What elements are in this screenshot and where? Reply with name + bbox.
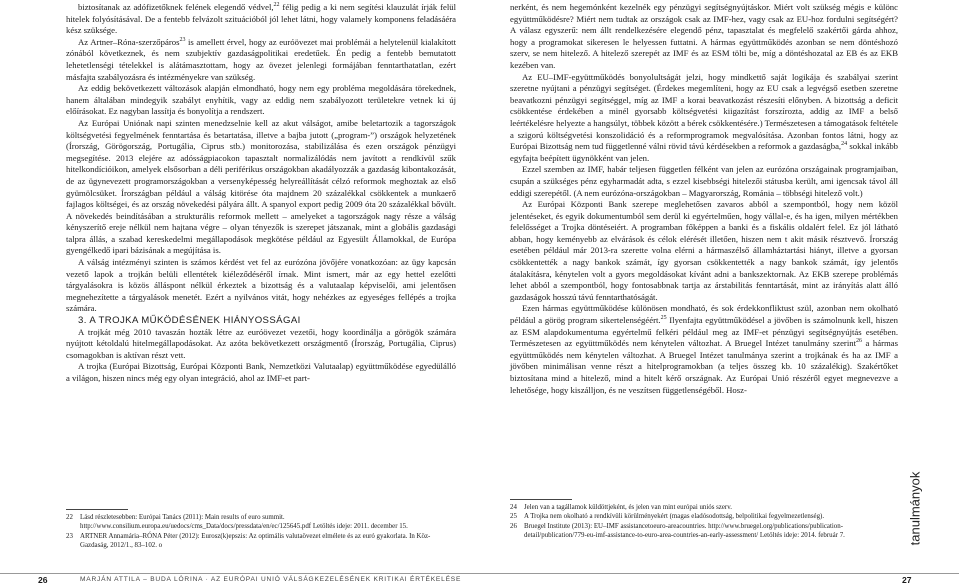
- paragraph-text: sokkal inkább egyfajta beépített ügynökként van jelen.: [510, 141, 899, 163]
- paragraph: [66, 361, 456, 384]
- paragraph: [66, 2, 456, 37]
- paragraph: [510, 303, 898, 396]
- paragraph: [66, 37, 456, 83]
- footnote-number: 22: [66, 514, 73, 521]
- paragraph-text: Ezen hármas együttműködése különösen mondható, és sok érdekkonfliktust szül, azonban nem okolható például a görög program sikertelenségéért.: [510, 303, 898, 326]
- paragraph-text: Az EU–IMF-együttműködés bonyolultságát jelzi, hogy mindkettő saját logikája és szabályai szerint szeretne nyújtani a pénzügyi segítséget. (Érdekes megemlíteni, hogy az EU csak a legvégső esetben szeretne beavatkozni pénzügyi segítséggel, míg az IMF a korai beavatkozást részesíti előnyben. A bizottság a deficit csökkentése érdekében a minél gyorsabb költségvetési kiigazítást forszírozta, addig az IMF a belső leértékelésre helyezte a hangsúlyt, többek között a bérek csökkentésére.) Természetesen a támogatások feltétele a szigorú költségvetési konszolidáció és a reformprogramok megvalósítása. Azonban fontos látni, hogy az Európai Bizottság nem tud függetlenné válni rövid távú kérdésekben a reformok a gazdaságba,: [510, 71, 898, 152]
- paragraph-text: félig pedig a ki nem segítési klauzulát írják felül hitelek folyósításával. De a fentebb felvázolt szituációból jól lehet látni, hogy valamely komponens feladásáéra kész szüksége.: [66, 2, 456, 36]
- running-footer-title: MARJÁN ATTILA – BUDA LÓRINA · AZ EURÓPAI UNIÓ VÁLSÁGKEZELÉSÉNEK KRITIKAI ÉRTÉKELÉSE: [80, 576, 462, 583]
- paragraph-text: is amellett érvel, hogy az euróövezet mai problémái a helytelenül kialakított zónából következnek, és nem szubjektív gazdaságpolitikai eredetűek. Én pedig a fentebb bemutatott lehetetlenségi tételekkel is alátámasztottam, hogy az övezet jelenlegi formájában fenntarthatatlan, ezért másfajta szabályozásra és intézményekre van szükség.: [66, 36, 456, 82]
- paragraph: [66, 118, 456, 257]
- footnote-rule-left: [66, 509, 128, 510]
- paragraph-text: Ezzel szemben az IMF, habár teljesen független félként van jelen az eurózóna országainak programjaiban, csupán a szükséges pénz egyharmadát adta, s ezzel kisebbségi hitelezői státusba került, ami igencsak távol áll eddigi szerepétől. (A nem eurózóna-országokban – Magyarország, Románia – többségi hitelező volt.): [510, 164, 898, 198]
- page-number-right: 27: [902, 575, 912, 585]
- footnote-ref: 26: [856, 338, 862, 345]
- footnotes-right: [510, 503, 898, 541]
- left-column: [66, 2, 456, 385]
- paragraph: [510, 164, 898, 199]
- paragraph: [66, 327, 456, 362]
- footnote-ref: 23: [179, 36, 186, 43]
- footnote-text: A Trojka nem okolható a rendkívüli körülményekért (magas eladósodottság, belpolitikai fegyelmezetlenség).: [524, 513, 825, 521]
- right-column: [510, 2, 898, 396]
- footnote-text: Lásd részletesebben: Európai Tanács (2011): Main results of euro summit. http://www.consilium.europa.eu/uedocs/cms_Data/docs/pressdata/en/ec/125645.pdf Letöltés ideje: 2011. december 15.: [80, 514, 408, 531]
- paragraph-text: A trojka (Európai Bizottság, Európai Központi Bank, Nemzetközi Valutaalap) együttműködése egyedülálló a világon, hiszen nincs még egy olyan integráció, ahol az IMF-et part-: [66, 361, 456, 383]
- section-heading: 3. A TROJKA MŰKÖDÉSÉNEK HIÁNYOSSÁGAI: [78, 315, 301, 327]
- footnote: [66, 532, 456, 551]
- paragraph-text: Ilyenfajta együttműködésel a jövőben is számolnunk kell, hiszen az ESM alapdokumentuma egyértelmű felkéri például meg az IMF-et pénzügyi segítségnyújtás esetében. Természetesen az együttműködés nem kénytelen változhat. A Bruegel Intézet tanulmány szerint: [510, 315, 898, 349]
- side-tab-label: tanulmányok: [907, 471, 922, 545]
- paragraph-text: A trojkát még 2010 tavaszán hozták létre az euróövezet vezetői, hogy koordinálja a görögök számára nyújtott kétoldalú hitelmegállapodásokat. Az azóta bekövetkezett országmentő (Írország, Portugália, Ciprus) csomagokban is aktívan részt vett.: [66, 326, 456, 360]
- paragraph-text: Az Európai Uniónak napi szinten menedzselnie kell az akut válságot, amibe beletartozik a tagországok költségvetési fegyelmének fenntartása és betartatása, illetve a bajba jutott („program-”) országok helyzetének (Írország, Görögország, Portugália, Ciprus stb.) monitorozása, stabilizálása és ezen országok pénzügyi megsegítése. 2013 elejére az adósságpiacokon tapasztalt normalizálódás nem javított a rendkívül szűk hitelkondícióikon, amelyek elsősorban a déli periférikus országokban akadályozzák a gazdaság kibontakozását, de az ügynevezett programországokban a versenyképesség helyreállítását célzó reformok meghoztak az első gyümölcsüket. Írországban például a válság kitörése óta majdnem 20 százalékkal csökkentek a munkaerő fajlagos költségei, és az ország növekedési pályára állt. A spanyol export pedig 2009 óta 20 százalékkal bővült. A növekedés beindításában a strukturális reformok mellett – amelyeket a tagországok nagy része a válság kényszerítő ereje nélkül nem hajtana végre – olyan tényezők is szerepet játszanak, mint a globális gazdasági talpra állás, a szabad kereskedelmi megállapodások megkötése például az Egyesült Államokkal, de Európa gyengélkedő ipari bázisának a megújítása is.: [66, 117, 456, 256]
- footnote-number: 26: [510, 522, 517, 530]
- paragraph: [510, 2, 898, 72]
- paragraph-text: A válság intézményi szinten is számos kérdést vet fel az eurózóna jövőjére vonatkozóan: az ügy kapcsán vezető lapok a trojkán belüli ellentétek kiéleződéséről írnak. Mint ismert, már az egy hettel ezelőtti tárgyalásokra is közös álláspont nélkül érkeztek a bizottság és a valutaalap képviselői, ami jelentősen megnehezítette a tárgyalások menetét. Ezért a nyilvános vitát, hogy nehézkes az egyeséges fellépés a trojka számára.: [66, 257, 456, 314]
- paragraph-text: a hármas együttműködés nem kénytelen változhat. A Bruegel Intézet tanulmánya szerint a trojkának és ha az IMF a jövőben minimálisan venne részt a hitelprogramokban (a teljes összeg kb. 10 százalékig). Szakértőket biztosítana mind a hitelező, mind a hitelt kérő országnak. Az Európai Unió részéről egyet megnevezve a lehetősége, hogy kiszálljon, és ne veszítsen függetlenségéből. Hosz-: [510, 338, 898, 395]
- paragraph: [66, 257, 456, 315]
- footnote-number: 23: [66, 532, 73, 540]
- footnote-ref: 22: [273, 2, 280, 9]
- paragraph-text: Az Artner–Róna-szerzőpáros: [78, 36, 180, 47]
- footnote-number: 24: [510, 504, 517, 511]
- footnote-ref: 24: [841, 141, 848, 148]
- footnote: [510, 512, 898, 521]
- paragraph-text: nerként, és nem hegemónként kezelnék egy pénzügyi segítségnyújtáskor. Miért volt szükség mégis e különc együttműködésre? Miért nem tudtak az országok csak az IMF-hez, vagy csak az EU-hoz fordulni segítségért? A válasz egyszerű: nem állt rendelkezésére elegendő pénz, tapasztalat és megfelelő szakértői gárda ahhoz, hogy a programokat sikeresen le helyessen futtatni. A hármas együttműködés azonban se nem döntéshozó szerv, se nem hitelező. A hitelező szerepét az IMF és az ESM tölti be, míg a döntéshozatal az EB és az EKB kezében van.: [510, 2, 898, 70]
- footnote-text: Bruegel Institute (2013): EU–IMF assistancetoeuro-areacountries. http://www.bruegel.org/publications/publication-detail/publication/779-eu-imf-assistance-to-euro-area-countries-an-early-assessment/ Letöltés ideje: 2014. február 7.: [524, 522, 845, 540]
- footnote-text: Jelen van a tagállamok küldöttjeként, és jelen van mint európai uniós szerv.: [524, 504, 732, 511]
- footnote: [510, 503, 898, 512]
- footnote-rule-right: [510, 499, 572, 500]
- footnote: [66, 513, 456, 532]
- footnote-number: 25: [510, 513, 517, 521]
- footnotes-left: [66, 513, 456, 551]
- footnote: [510, 522, 898, 541]
- paragraph: [510, 72, 898, 165]
- paragraph-text: Az Európai Központi Bank szerepe meglehetősen zavaros abból a szempontból, hogy nem közöl jelentéseket, és egyik dokumentumból sem derül ki egyértelműen, hogy vállal-e, és ha igen, milyen mértékben felelősséget a Trojka döntéseiért. A programban főképpen a banki és a fiskális oldalért felel. Ez jól látható abban, hogy keményebb az elvárások és célok elérését illetően, hiszen nem t akit másik résztvevő. Írország esetében például már 2013-ra szerette volna elérni a hármaszélső államháztartási hiányt, illetve a gyorsan csökkentették a nagy bankok számát, így gyorsan csökkentették a nagy bankok számát, így jelentős átalakításra, kénytelen volt a gyors megoldásokat kívánt adni a bankszektornak. Az EKB szerepe problémás lehet abból a szempontból, hogy fontosabbnak tartja az árstabilitás fenntartását, mint az irányítás alatt álló gazdaságok hosszú távú fenntarthatóságát.: [510, 199, 898, 302]
- paragraph: [66, 83, 456, 118]
- paragraph-text: Az eddig bekövetkezett változások alapján elmondható, hogy nem egy probléma megoldására törekednek, hanem általában mindegyik szabályt enyhítik, vagy az eddig nem szabályozott területekre vetnek ki új előírásokat. Ez nagyban lassítja és bonyolítja a rendszert.: [66, 83, 456, 117]
- paragraph-text: biztosítanak az adófizetőknek felének elegendő védvel,: [78, 2, 274, 12]
- paragraph: [510, 199, 898, 303]
- footer-rule: [0, 573, 959, 574]
- footnote-text: ARTNER Annamária–RÓNA Péter (2012): Eurosz(k)epszis: Az optimális valutaövezet elmélete és az euró gyakorlata. In Köz-Gazdaság, 2012/1., 83–102. o: [80, 532, 431, 550]
- section-side-tab: [901, 448, 928, 568]
- page-number-left: 26: [38, 575, 48, 585]
- footnote-ref: 25: [660, 315, 667, 322]
